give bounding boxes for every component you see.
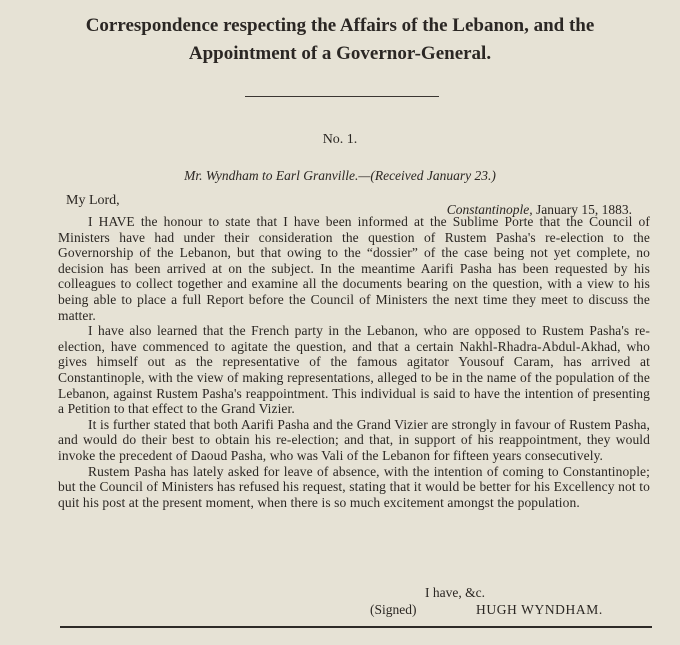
document-number: No. 1. (322, 132, 358, 147)
paragraph: Rustem Pasha has lately asked for leave of absence, with the intention of coming to Constantinople; but the Council of Ministers has refused his request, stating that it would be better for his Excellency not to quit his post at the present moment, when there is so much excitement amongst the population. (58, 463, 650, 510)
document-title: Correspondence respecting the Affairs of the Lebanon, and the Appointment of a Governor-General. (85, 15, 595, 64)
paragraph: I HAVE the honour to state that I have been informed at the Sublime Porte that the Council of Ministers have had under their consideration the question of Rustem Pasha's re-election to the Governorship of the Lebanon, but that owing to the “dossier” of the case being not yet complete, no decision has been arrived at on the subject. In the meantime Aarifi Pasha has been requested by his colleagues to collect together and examine all the documents bearing on the question, with a view to his being able to place a full Report before the Council of Ministers the next time they meet to discuss the matter. (58, 214, 650, 323)
title-divider (245, 96, 439, 97)
paragraph: I have also learned that the French party in the Lebanon, who are opposed to Rustem Pasha's re-election, have commenced to agitate the question, and that a certain Nakhl-Rhadra-Abdul-Akhad, who gives himself out as the representative of the famous agitator Yousouf Caram, has arrived at Constantinople, with the view of making representations, alleged to be in the name of the population of the Lebanon, against Rustem Pasha's reappointment. This individual is said to have the intention of presenting a Petition to that effect to the Grand Vizier. (58, 323, 650, 417)
letter-date: January 15, 1883. (536, 202, 632, 217)
heading-received: —(Received January 23.) (358, 168, 496, 183)
bottom-rule (60, 626, 652, 628)
salutation: My Lord, (66, 193, 120, 208)
signed-label: (Signed) (370, 602, 417, 617)
paragraph: It is further stated that both Aarifi Pasha and the Grand Vizier are strongly in favour of Rustem Pasha, and would do their best to obtain his re-election; and that, in support of his reappointment, they would invoke the precedent of Daoud Pasha, who was Vali of the Lebanon for fifteen years consecutively. (58, 416, 650, 463)
heading-from-to: Mr. Wyndham to Earl Granville. (184, 168, 359, 183)
letter-body (58, 214, 650, 510)
closing: I have, &c. (425, 585, 485, 600)
letter-place: Constantinople, (446, 202, 533, 217)
signer-name: HUGH WYNDHAM. (476, 602, 603, 617)
letter-heading (0, 168, 680, 184)
